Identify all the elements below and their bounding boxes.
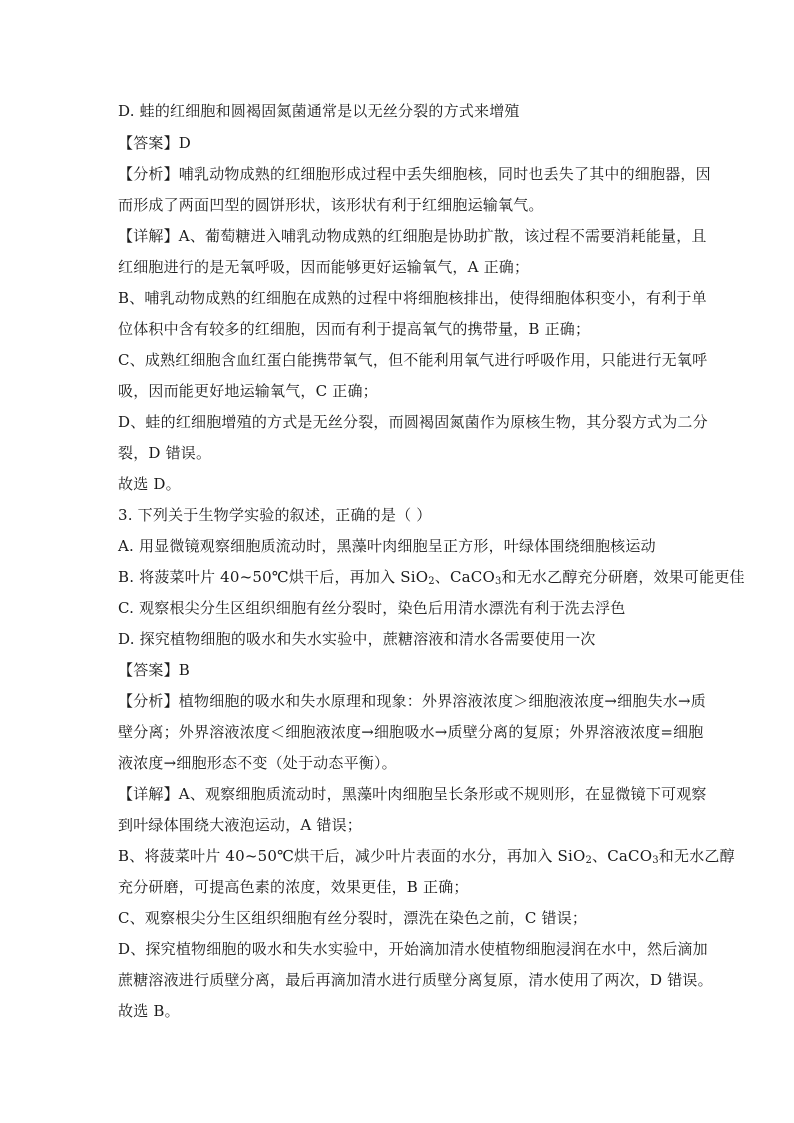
q3-detail-b-text-2: 、CaCO bbox=[592, 847, 653, 865]
subscript-3: 3 bbox=[494, 576, 502, 587]
q3-detail-line-1: 【详解】A、观察细胞质流动时，黑藻叶肉细胞呈长条形或不规则形，在显微镜下可观察 bbox=[118, 785, 707, 803]
q2-analysis-line-1: 【分析】哺乳动物成熟的红细胞形成过程中丢失细胞核，同时也丢失了其中的细胞器，因 bbox=[118, 165, 711, 183]
q3-conclusion: 故选 B。 bbox=[118, 1002, 180, 1020]
q3-detail-line-2: 到叶绿体围绕大液泡运动，A 错误； bbox=[118, 816, 363, 834]
q3-detail-line-7: 蔗糖溶液进行质壁分离，最后再滴加清水进行质壁分离复原，清水使用了两次，D 错误。 bbox=[118, 971, 713, 989]
q2-detail-line-3: B、哺乳动物成熟的红细胞在成熟的过程中将细胞核排出，使得细胞体积变小，有利于单 bbox=[118, 289, 707, 307]
subscript-2: 2 bbox=[428, 576, 435, 587]
document-body bbox=[118, 96, 745, 1027]
q3-option-b-text-3: 和无水乙醇充分研磨，效果可能更佳 bbox=[501, 568, 745, 586]
q2-option-d: D. 蛙的红细胞和圆褐固氮菌通常是以无丝分裂的方式来增殖 bbox=[118, 102, 520, 120]
q3-answer: 【答案】B bbox=[118, 661, 191, 679]
q3-detail-line-3 bbox=[118, 841, 735, 872]
q3-analysis-line-2: 壁分离；外界溶液浓度＜细胞液浓度→细胞吸水→质壁分离的复原；外界溶液浓度=细胞 bbox=[118, 723, 704, 741]
q3-option-b bbox=[118, 562, 745, 593]
q2-detail-line-6: 吸，因而能更好地运输氧气，C 正确； bbox=[118, 382, 378, 400]
q3-option-b-text-1: B. 将菠菜叶片 40~50℃烘干后，再加入 SiO bbox=[118, 568, 429, 586]
q3-detail-line-6: D、探究植物细胞的吸水和失水实验中，开始滴加清水使植物细胞浸润在水中，然后滴加 bbox=[118, 940, 708, 958]
q3-analysis-line-1: 【分析】植物细胞的吸水和失水原理和现象：外界溶液浓度＞细胞液浓度→细胞失水→质 bbox=[118, 692, 706, 710]
q3-option-a: A. 用显微镜观察细胞质流动时，黑藻叶肉细胞呈正方形，叶绿体围绕细胞核运动 bbox=[118, 537, 656, 555]
q2-detail-line-7: D、蛙的红细胞增殖的方式是无丝分裂，而圆褐固氮菌作为原核生物，其分裂方式为二分 bbox=[118, 413, 708, 431]
q2-detail-line-5: C、成熟红细胞含血红蛋白能携带氧气，但不能利用氧气进行呼吸作用，只能进行无氧呼 bbox=[118, 351, 708, 369]
q3-option-b-text-2: 、CaCO bbox=[434, 568, 495, 586]
subscript-3: 3 bbox=[652, 855, 659, 866]
q3-analysis-line-3: 液浓度→细胞形态不变（处于动态平衡）。 bbox=[118, 754, 397, 772]
q3-detail-b-text-1: B、将菠菜叶片 40~50℃烘干后，减少叶片表面的水分，再加入 SiO bbox=[118, 847, 586, 865]
q2-analysis-line-2: 而形成了两面凹型的圆饼形状，该形状有利于红细胞运输氧气。 bbox=[118, 196, 544, 214]
q3-stem: 3. 下列关于生物学实验的叙述，正确的是（ ） bbox=[118, 506, 432, 524]
subscript-2: 2 bbox=[585, 855, 593, 866]
q2-detail-line-8: 裂，D 错误。 bbox=[118, 444, 212, 462]
q3-detail-b-text-3: 和无水乙醇 bbox=[658, 847, 735, 865]
q2-detail-line-1: 【详解】A、葡萄糖进入哺乳动物成熟的红细胞是协助扩散，该过程不需要消耗能量，且 bbox=[118, 227, 707, 245]
q3-option-d: D. 探究植物细胞的吸水和失水实验中，蔗糖溶液和清水各需要使用一次 bbox=[118, 630, 596, 648]
q2-conclusion: 故选 D。 bbox=[118, 475, 181, 493]
q2-answer: 【答案】D bbox=[118, 134, 192, 152]
q3-detail-line-4: 充分研磨，可提高色素的浓度，效果更佳，B 正确； bbox=[118, 878, 469, 896]
q2-detail-line-4: 位体积中含有较多的红细胞，因而有利于提高氧气的携带量，B 正确； bbox=[118, 320, 591, 338]
q3-option-c: C. 观察根尖分生区组织细胞有丝分裂时，染色后用清水漂洗有利于洗去浮色 bbox=[118, 599, 626, 617]
q3-detail-line-5: C、观察根尖分生区组织细胞有丝分裂时，漂洗在染色之前，C 错误； bbox=[118, 909, 588, 927]
q2-detail-line-2: 红细胞进行的是无氧呼吸，因而能够更好运输氧气，A 正确； bbox=[118, 258, 530, 276]
